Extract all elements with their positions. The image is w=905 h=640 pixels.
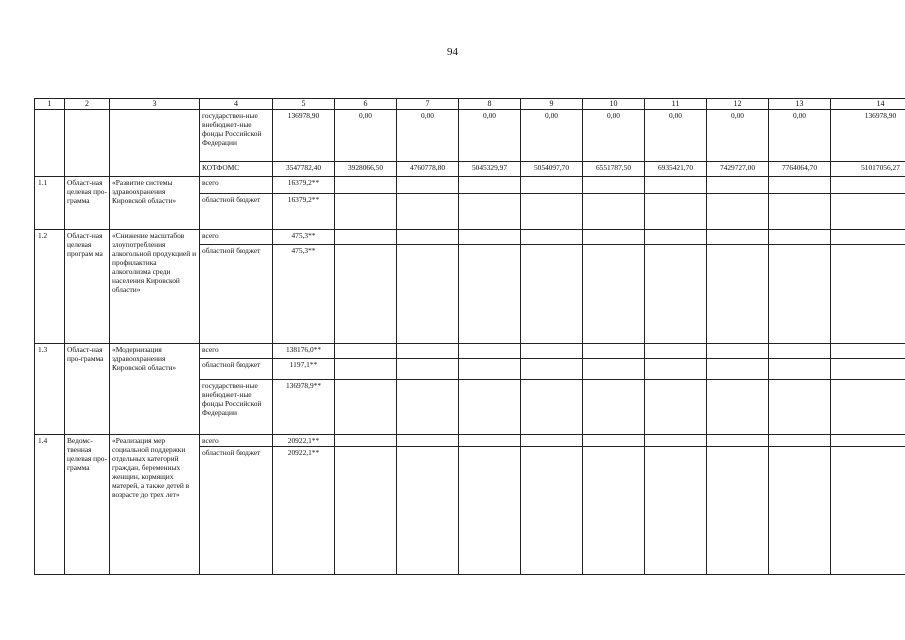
value-cell: 0,00: [645, 110, 707, 162]
column-number: 8: [459, 99, 521, 110]
value-cell: 51017056,27: [831, 162, 905, 177]
column-number: 12: [707, 99, 769, 110]
column-number: 14: [831, 99, 905, 110]
funding-source: областной бюджет: [200, 447, 273, 575]
value-cell: 475,3**: [273, 245, 335, 344]
value-cell: 0,00: [707, 110, 769, 162]
funding-source: всего: [200, 344, 273, 359]
column-number: 5: [273, 99, 335, 110]
funding-source: областной бюджет: [200, 245, 273, 344]
page-number: 94: [447, 46, 458, 58]
value-cell: 0,00: [397, 110, 459, 162]
program-code: 1.3: [35, 344, 65, 435]
funding-source: всего: [200, 435, 273, 447]
budget-table: [34, 98, 905, 575]
value-cell: 136978,9**: [273, 380, 335, 435]
program-code: 1.2: [35, 230, 65, 344]
funding-source: КОТФОМС: [200, 162, 273, 177]
value-cell: 0,00: [459, 110, 521, 162]
column-number: 3: [110, 99, 200, 110]
table-row: [35, 230, 905, 245]
column-number-row: [35, 99, 905, 110]
column-number: 7: [397, 99, 459, 110]
program-name: «Развитие системы здравоохранения Кировской области»: [110, 177, 200, 230]
column-number: 2: [65, 99, 110, 110]
value-cell: 0,00: [521, 110, 583, 162]
value-cell: 1197,1**: [273, 359, 335, 380]
program-code: 1.4: [35, 435, 65, 575]
value-cell: 20922,1**: [273, 447, 335, 575]
program-type: Област-ная целевая програм ма: [65, 230, 110, 344]
value-cell: 5054097,70: [521, 162, 583, 177]
value-cell: 20922,1**: [273, 435, 335, 447]
value-cell: 0,00: [335, 110, 397, 162]
program-name: «Модернизация здравоохранения Кировской области»: [110, 344, 200, 435]
program-type: Област-ная про-грамма: [65, 344, 110, 435]
column-number: 1: [35, 99, 65, 110]
funding-source: государствен-ные внебюджет-ные фонды Российской Федерации: [200, 380, 273, 435]
value-cell: 4760778,80: [397, 162, 459, 177]
column-number: 13: [769, 99, 831, 110]
value-cell: 475,3**: [273, 230, 335, 245]
table-row: [35, 344, 905, 359]
program-name: «Реализация мер социальной поддержки отдельных категорий граждан, беременных женщин, кормящих матерей, а также детей в возрасте до трех лет»: [110, 435, 200, 575]
column-number: 9: [521, 99, 583, 110]
value-cell: 6935421,70: [645, 162, 707, 177]
column-number: 10: [583, 99, 645, 110]
value-cell: 16379,2**: [273, 177, 335, 194]
value-cell: 7764064,70: [769, 162, 831, 177]
program-code: 1.1: [35, 177, 65, 230]
value-cell: 6551787,50: [583, 162, 645, 177]
program-name: «Снижение масштабов злоупотребления алкогольной продукцией и профилактика алкоголизма среди населения Кировской области»: [110, 230, 200, 344]
column-number: 11: [645, 99, 707, 110]
funding-source: областной бюджет: [200, 194, 273, 230]
funding-source: областной бюджет: [200, 359, 273, 380]
column-number: 6: [335, 99, 397, 110]
value-cell: 136978,90: [831, 110, 905, 162]
funding-source: всего: [200, 230, 273, 245]
value-cell: 0,00: [769, 110, 831, 162]
value-cell: 3547782,40: [273, 162, 335, 177]
value-cell: 136978,90: [273, 110, 335, 162]
value-cell: 0,00: [583, 110, 645, 162]
value-cell: 16379,2**: [273, 194, 335, 230]
value-cell: 138176,0**: [273, 344, 335, 359]
value-cell: 7429727,00: [707, 162, 769, 177]
program-type: Област-ная целевая про-грамма: [65, 177, 110, 230]
program-type: Ведомс-твенная целевая про-грамма: [65, 435, 110, 575]
value-cell: 5045329,97: [459, 162, 521, 177]
table-row: [35, 110, 905, 162]
funding-source: всего: [200, 177, 273, 194]
funding-source: государствен-ные внебюджет-ные фонды Российской Федерации: [200, 110, 273, 162]
column-number: 4: [200, 99, 273, 110]
table-row: [35, 177, 905, 194]
table-row: [35, 435, 905, 447]
value-cell: 3928066,50: [335, 162, 397, 177]
